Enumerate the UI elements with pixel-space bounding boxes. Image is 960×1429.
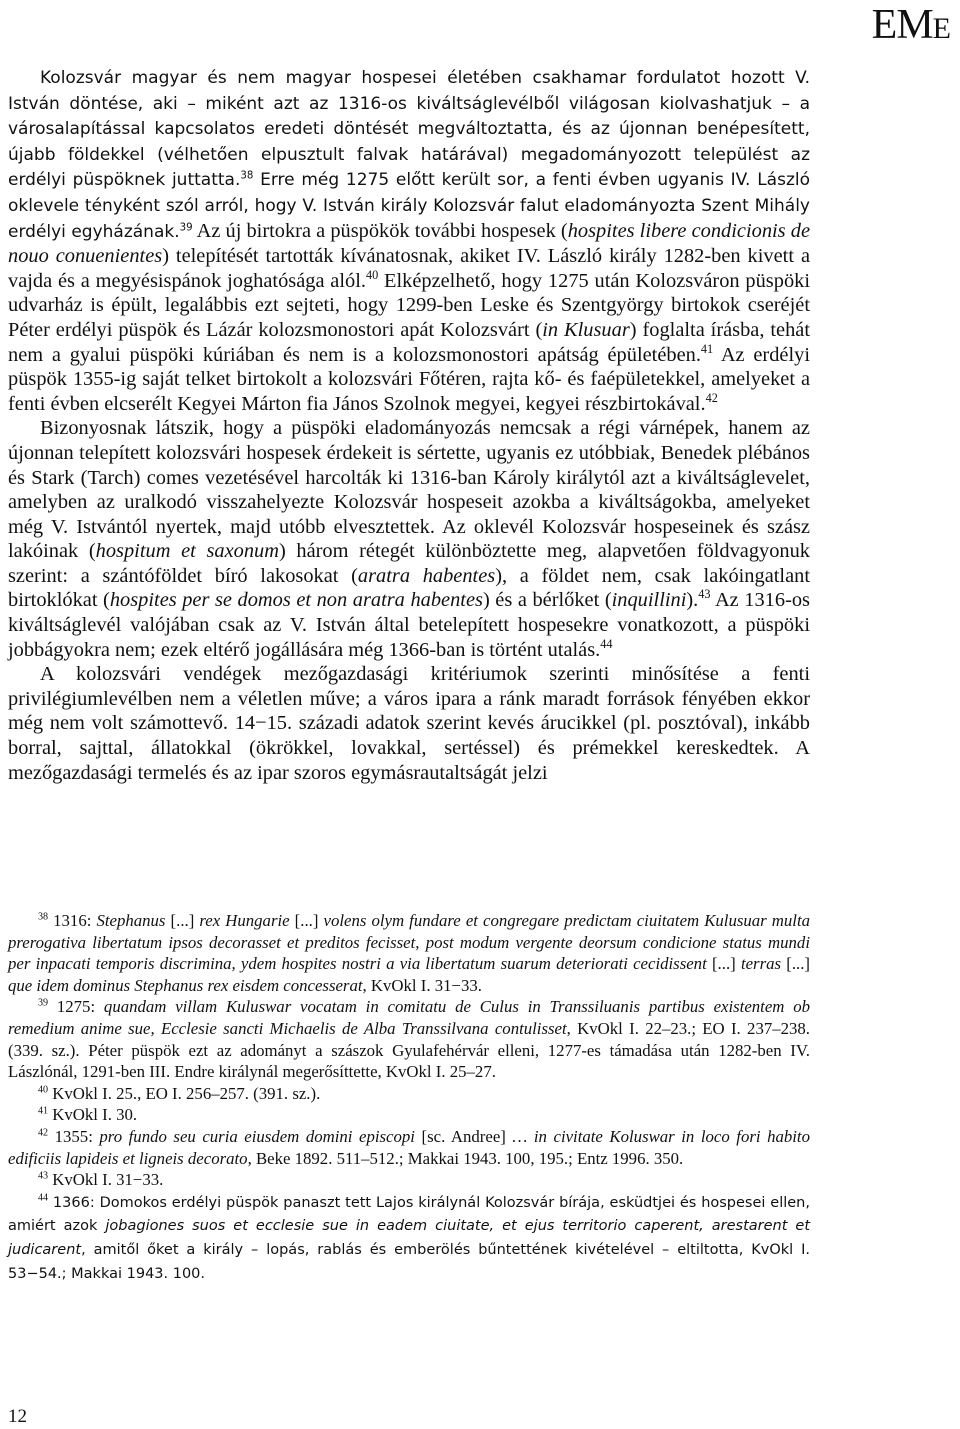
page-number: 12 bbox=[8, 1406, 27, 1427]
footnote-ref-38[interactable]: 38 bbox=[240, 170, 254, 182]
footnotes bbox=[8, 910, 810, 1285]
footnote-42: $^{42}$ 1355: pro fundo seu curia eiusdem domini episcopi [sc. Andree] … in civitate Koluswar in loco fori habito edificiis lapideis et ligneis decorato, Beke 1892. 511–512.; Makkai 1943. 100, 195.; Entz 1996. 350. bbox=[8, 1126, 810, 1168]
footnote-ref-43[interactable]: 43 bbox=[698, 587, 711, 602]
footnote-39: $^{39}$ 1275: quandam villam Kuluswar vocatam in comitatu de Culus in Transsiluanis partibus existentem ob remedium anime sue, Ecclesie sancti Michaelis de Alba Transsilvana contulisset, KvOkl I. 22–23.; EO I. 237–238. (339. sz.). Péter püspök ezt az adományt a szászok Gyulafehérvár elleni, 1277-es támadása után 1282-ben IV. Lászlónál, 1291-ben III. Endre királynál megerősíttette, KvOkl I. 25–27. bbox=[8, 997, 810, 1082]
footnote-38: $^{38}$ 1316: Stephanus [...] rex Hungarie [...] volens olym fundare et congregare predictam ciuitatem Kulusuar multa prerogativa libertatum ipsos decorasset et preditos fecisset, post modum vergente deorsum condicione status mundi per inpacati temporis discrimina, ydem hospites nostri a via libertatum suarum deteriorati cecidissent [...] terras [...] que idem dominus Stephanus rex eisdem concesserat, KvOkl I. 31−33. bbox=[8, 911, 811, 995]
paragraph-3: A kolozsvári vendégek mezőgazdasági kritériumok szerinti minősítése a fenti privilégiumlevélben nem a véletlen műve; a város ipara a ránk maradt források fényében ekkor még nem volt számottevő. 14−15. századi adatok szerint kevés árucikkel (pl. posztóval), inkább borral, sajttal, állatokkal (ökrökkel, lovakkal, sertéssel) és prémekkel kereskedtek. A mezőgazdasági termelés és az ipar szoros egymásrautaltságát jelzi bbox=[8, 663, 810, 784]
footnote-ref-42[interactable]: 42 bbox=[705, 390, 718, 405]
footnote-40: $^{40}$ KvOkl I. 25., EO I. 256–257. (391. sz.). bbox=[38, 1083, 321, 1103]
footnote-44: $^{44}$ 1366: Domokos erdélyi püspök panaszt tett Lajos királynál Kolozsvár bírája, esküdtjei és hospesei ellen, amiért azok jobagiones suos et ecclesie sue in eadem ciuitate, et ejus territorio caperent, arestarent et judicarent, amitől őket a király – lopás, rablás és emberölés bűntettének kivételével – eltiltotta, KvOkl I. 53−54.; Makkai 1943. 100. bbox=[8, 1192, 810, 1282]
footnote-ref-41[interactable]: 41 bbox=[700, 341, 714, 356]
footnote-ref-44[interactable]: 44 bbox=[600, 636, 613, 651]
footnote-41: $^{41}$ KvOkl I. 30. bbox=[38, 1105, 138, 1125]
footnote-43: $^{43}$ KvOkl I. 31−33. bbox=[38, 1170, 164, 1190]
publisher-logo: EME bbox=[871, 2, 950, 48]
main-text bbox=[8, 65, 810, 785]
paragraph-1: Kolozsvár magyar és nem magyar hospesei életében csakhamar fordulatot hozott V. István döntése, aki – miként azt az 1316-os kiváltságlevélből világosan kiolvashatjuk – a városalapítással kapcsolatos eredeti döntését megváltoztatta, és az újonnan benépesített, újabb földekkel (vélhetően elpusztult falvak határával) megadományozott települést az erdélyi püspöknek juttatta.$^{38}$ Erre még 1275 előtt került sor, a fenti évben ugyanis IV. László oklevele tényként szól arról, hogy V. István király Kolozsvár falut eladományozta Szent Mihály erdélyi egyházának.$^{39}$ Az új birtokra a püspökök további hospesek (hospites libere condicionis de nouo conuenientes) telepítését tartották kívánatosnak, akiket IV. László király 1282-ben kivett a vajda és a megyésispánok joghatósága alól.$^{40}$ Elképzelhető, hogy 1275 után Kolozsváron püspöki udvarház is épült, legalábbis ezt sejteti, hogy 1299-ben Leske és Szentgyörgy birtokok cseréjét Péter erdélyi püspök és Lázár kolozsmonostori apát Kolozsvárt (in Klusuar) foglalta írásba, tehát nem a gyalui püspöki kúriában és nem is a kolozsmonostori apátság épületében.$^{41}$ Az erdélyi püspök 1355-ig saját telket birtokolt a kolozsvári Főtéren, rajta kő- és faépületekkel, amelyeket a fenti évben elcserélt Kegyei Márton fia János Szolnok megyei, kegyei részbirtokával.$^{42}$ bbox=[8, 68, 810, 415]
footnote-ref-39[interactable]: 39 bbox=[179, 221, 193, 233]
paragraph-2: Bizonyosnak látszik, hogy a püspöki eladományozás nemcsak a régi várnépek, hanem az újonnan telepített kolozsvári hospesek érdekeit is sértette, ugyanis ez utóbbiak, Benedek plébános és Stark (Tarch) comes vezetésével harcolták ki 1316-ban Károly királytól azt a kiváltságlevelet, amelyben az uralkodó visszahelyezte Kolozsvár hospeseit azokba a kiváltságokba, amelyeket még V. Istvántól nyertek, majd utóbb elvesztettek. Az oklevél Kolozsvár hospeseinek és szász lakóinak (hospitum et saxonum) három rétegét különböztette meg, alapvetően földvagyonuk szerint: a szántóföldet bíró lakosokat (aratra habentes), a földet nem, csak lakóingatlant birtoklókat (hospites per se domos et non aratra habentes) és a bérlőket (inquillini).$^{43}$ Az 1316-os kiváltságlevél valójában csak az V. István által betelepített hospesekre vonatkozott, a püspöki jobbágyokra nem; ezek eltérő jogállására még 1366-ban is történt utalás.$^{44}$ bbox=[8, 417, 810, 661]
footnote-ref-40[interactable]: 40 bbox=[365, 267, 379, 282]
